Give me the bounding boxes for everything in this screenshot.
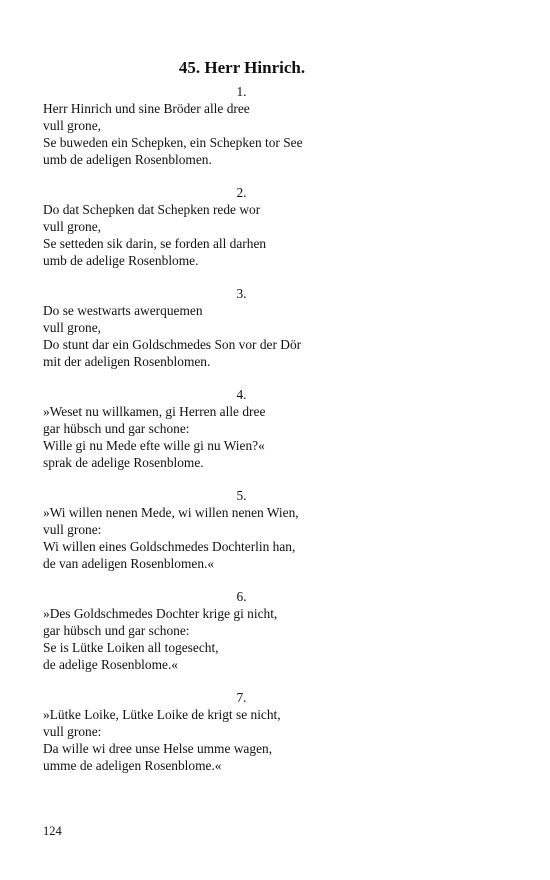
- stanza-number: 1.: [236, 84, 247, 99]
- verse-line: de adelige Rosenblome.«: [43, 657, 178, 672]
- stanza-7: [43, 689, 443, 774]
- stanza-number: 5.: [236, 488, 247, 503]
- verse-line: Se setteden sik darin, se forden all darhen: [43, 236, 267, 251]
- verse-line: Do se westwarts awerquemen: [43, 303, 203, 318]
- poem-title: 45. Herr Hinrich.: [178, 58, 306, 77]
- verse-line: Herr Hinrich und sine Bröder alle dree: [43, 101, 250, 116]
- verse-line: Da wille wi dree unse Helse umme wagen,: [43, 741, 273, 756]
- verse-line: »Wi willen nenen Mede, wi willen nenen Wien,: [43, 505, 299, 520]
- verse-line: mit der adeligen Rosenblomen.: [43, 354, 211, 369]
- stanza-number: 4.: [236, 387, 247, 402]
- verse-line: vull grone,: [43, 118, 102, 133]
- verse-line: vull grone,: [43, 320, 102, 335]
- stanza-number: 7.: [236, 690, 247, 705]
- stanza-4: [43, 386, 443, 471]
- verse-line: »Des Goldschmedes Dochter krige gi nicht,: [43, 606, 278, 621]
- stanza-number: 3.: [236, 286, 247, 301]
- verse-line: sprak de adelige Rosenblome.: [43, 455, 204, 470]
- verse-line: »Lütke Loike, Lütke Loike de krigt se nicht,: [43, 707, 281, 722]
- verse-line: Se is Lütke Loiken all togesecht,: [43, 640, 219, 655]
- verse-line: Wille gi nu Mede efte wille gi nu Wien?«: [43, 438, 265, 453]
- page-number: 124: [43, 824, 62, 838]
- verse-line: vull grone,: [43, 219, 102, 234]
- verse-line: Do dat Schepken dat Schepken rede wor: [43, 202, 261, 217]
- verse-line: Wi willen eines Goldschmedes Dochterlin han,: [43, 539, 296, 554]
- verse-line: vull grone:: [43, 522, 102, 537]
- stanza-3: [43, 285, 443, 370]
- verse-line: Se buweden ein Schepken, ein Schepken tor See: [43, 135, 303, 150]
- verse-line: umb de adeligen Rosenblomen.: [43, 152, 212, 167]
- verse-line: gar hübsch und gar schone:: [43, 623, 190, 638]
- stanza-number: 6.: [236, 589, 247, 604]
- verse-line: Do stunt dar ein Goldschmedes Son vor der Dör: [43, 337, 302, 352]
- verse-line: gar hübsch und gar schone:: [43, 421, 190, 436]
- verse-line: umme de adeligen Rosenblome.«: [43, 758, 222, 773]
- verse-line: »Weset nu willkamen, gi Herren alle dree: [43, 404, 266, 419]
- stanza-1: [43, 83, 443, 168]
- stanza-5: [43, 487, 443, 572]
- stanza-number: 2.: [236, 185, 247, 200]
- verse-line: vull grone:: [43, 724, 102, 739]
- stanza-6: [43, 588, 443, 673]
- verse-line: de van adeligen Rosenblomen.«: [43, 556, 215, 571]
- stanza-2: [43, 184, 443, 269]
- verse-line: umb de adelige Rosenblome.: [43, 253, 199, 268]
